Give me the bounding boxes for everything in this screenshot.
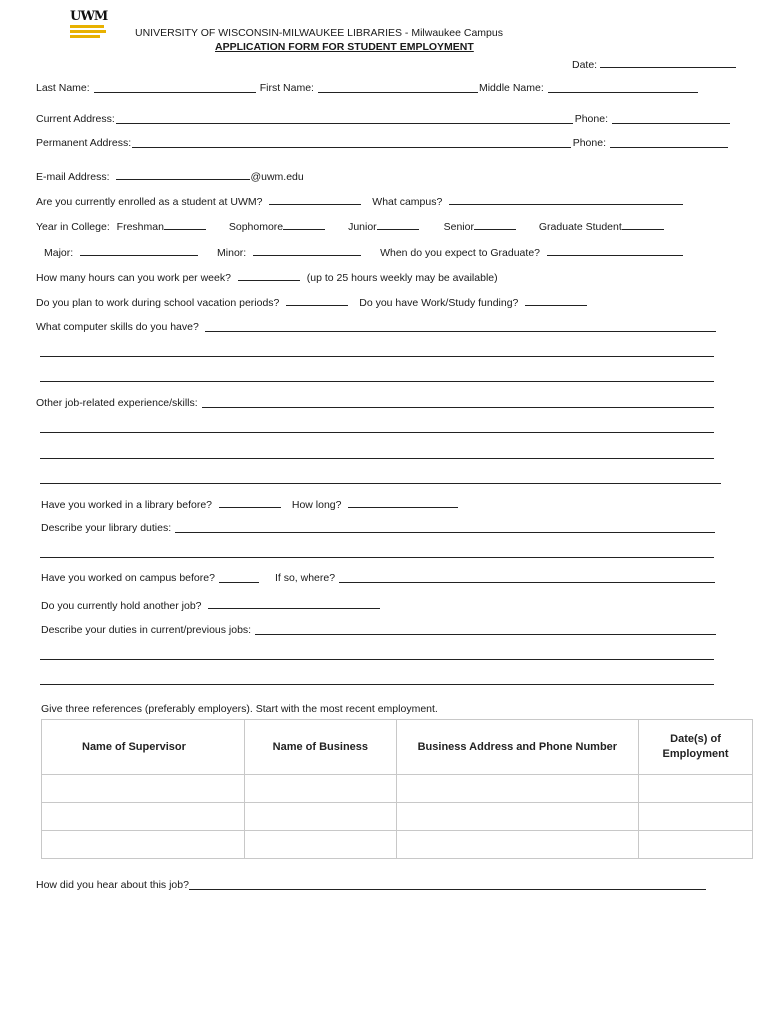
references-intro: Give three references (preferably employers). Start with the most recent employment. xyxy=(41,703,438,715)
table-row xyxy=(42,775,753,803)
library-duties-field[interactable] xyxy=(175,522,715,533)
hear-about-field[interactable] xyxy=(189,879,706,890)
campus-before-row xyxy=(41,572,717,584)
hours-note: (up to 25 hours weekly may be available) xyxy=(306,272,498,284)
other-experience-line[interactable] xyxy=(40,448,714,459)
sophomore-field[interactable] xyxy=(283,219,325,230)
vacation-row xyxy=(36,295,587,309)
last-name-label: Last Name: xyxy=(36,82,90,94)
reference-cell[interactable] xyxy=(42,803,245,831)
name-row xyxy=(36,82,716,94)
campus-field[interactable] xyxy=(449,194,683,205)
current-address-label: Current Address: xyxy=(36,113,115,125)
header-address-phone: Business Address and Phone Number xyxy=(396,720,638,775)
permanent-phone-field[interactable] xyxy=(610,137,728,148)
reference-cell[interactable] xyxy=(245,775,397,803)
campus-before-field[interactable] xyxy=(219,572,259,583)
graduate-when-label: When do you expect to Graduate? xyxy=(380,247,540,259)
reference-cell[interactable] xyxy=(639,775,753,803)
how-long-field[interactable] xyxy=(348,497,458,508)
year-label: Year in College: xyxy=(36,221,110,233)
current-address-row xyxy=(36,113,730,125)
uwm-logo xyxy=(70,11,108,38)
graduate-label: Graduate Student xyxy=(538,221,622,233)
duties-current-row xyxy=(41,624,718,636)
other-experience-line[interactable] xyxy=(40,422,714,433)
library-duties-row xyxy=(41,522,717,534)
other-experience-line[interactable] xyxy=(40,473,721,484)
computer-skills-line[interactable] xyxy=(40,346,714,357)
reference-cell[interactable] xyxy=(42,831,245,859)
first-name-field[interactable] xyxy=(318,82,478,93)
computer-skills-row xyxy=(36,321,718,333)
major-row xyxy=(44,245,683,259)
library-duties-line[interactable] xyxy=(40,547,714,558)
computer-skills-label: What computer skills do you have? xyxy=(36,321,199,333)
graduate-when-field[interactable] xyxy=(547,245,683,256)
institution-name: UNIVERSITY OF WISCONSIN-MILWAUKEE LIBRARIES - Milwaukee Campus xyxy=(135,27,503,39)
logo-stripe xyxy=(70,25,104,28)
permanent-address-label: Permanent Address: xyxy=(36,137,132,149)
logo-stripe xyxy=(70,30,106,33)
junior-field[interactable] xyxy=(377,219,419,230)
permanent-address-row xyxy=(36,137,728,149)
duties-current-line[interactable] xyxy=(40,649,714,660)
reference-cell[interactable] xyxy=(396,775,638,803)
duties-current-line[interactable] xyxy=(40,674,714,685)
date-field[interactable] xyxy=(572,57,736,71)
sophomore-label: Sophomore xyxy=(228,221,284,233)
hours-label: How many hours can you work per week? xyxy=(36,272,231,284)
another-job-label: Do you currently hold another job? xyxy=(41,600,202,612)
header-supervisor: Name of Supervisor xyxy=(42,720,245,775)
table-row xyxy=(42,803,753,831)
reference-cell[interactable] xyxy=(42,775,245,803)
email-field[interactable] xyxy=(116,169,250,180)
table-row xyxy=(42,831,753,859)
work-study-field[interactable] xyxy=(525,295,587,306)
duties-current-label: Describe your duties in current/previous jobs: xyxy=(41,624,252,636)
reference-cell[interactable] xyxy=(639,831,753,859)
reference-cell[interactable] xyxy=(245,803,397,831)
vacation-label: Do you plan to work during school vacation periods? xyxy=(36,297,280,309)
middle-name-field[interactable] xyxy=(548,82,698,93)
header-business: Name of Business xyxy=(245,720,397,775)
minor-label: Minor: xyxy=(217,247,247,259)
date-label: Date: xyxy=(572,59,598,71)
minor-field[interactable] xyxy=(253,245,361,256)
email-domain: @uwm.edu xyxy=(250,171,304,183)
other-experience-label: Other job-related experience/skills: xyxy=(36,397,198,409)
current-phone-field[interactable] xyxy=(612,113,730,124)
hours-row xyxy=(36,270,498,284)
library-duties-label: Describe your library duties: xyxy=(41,522,172,534)
if-so-where-label: If so, where? xyxy=(274,572,336,584)
other-experience-field[interactable] xyxy=(202,397,714,408)
reference-cell[interactable] xyxy=(396,831,638,859)
if-so-where-field[interactable] xyxy=(339,572,715,583)
other-experience-row xyxy=(36,397,716,409)
permanent-address-field[interactable] xyxy=(132,137,571,148)
duties-current-field[interactable] xyxy=(255,624,716,635)
hear-about-label: How did you hear about this job? xyxy=(36,879,189,891)
campus-before-label: Have you worked on campus before? xyxy=(41,572,215,584)
email-label: E-mail Address: xyxy=(36,171,110,183)
uwm-logo-text: UWM xyxy=(70,9,108,24)
enrolled-row xyxy=(36,194,683,208)
current-address-field[interactable] xyxy=(116,113,573,124)
graduate-field[interactable] xyxy=(622,219,664,230)
logo-stripe xyxy=(70,35,100,38)
year-row xyxy=(36,219,664,233)
library-before-field[interactable] xyxy=(219,497,281,508)
senior-label: Senior xyxy=(443,221,474,233)
computer-skills-line[interactable] xyxy=(40,371,714,382)
header-dates: Date(s) of Employment xyxy=(639,720,753,775)
hours-field[interactable] xyxy=(238,270,300,281)
last-name-field[interactable] xyxy=(94,82,256,93)
how-long-label: How long? xyxy=(291,499,342,511)
references-table xyxy=(41,719,753,859)
phone-label: Phone: xyxy=(572,137,606,149)
references-header-row xyxy=(42,720,753,775)
major-label: Major: xyxy=(44,247,74,259)
date-line[interactable] xyxy=(600,57,736,68)
phone-label: Phone: xyxy=(574,113,608,125)
work-study-label: Do you have Work/Study funding? xyxy=(359,297,519,309)
email-row xyxy=(36,169,304,183)
another-job-field[interactable] xyxy=(208,598,380,609)
enrolled-field[interactable] xyxy=(269,194,361,205)
freshman-label: Freshman xyxy=(116,221,164,233)
campus-label: What campus? xyxy=(372,196,443,208)
vacation-field[interactable] xyxy=(286,295,348,306)
junior-label: Junior xyxy=(348,221,377,233)
freshman-field[interactable] xyxy=(164,219,206,230)
another-job-row xyxy=(41,598,380,612)
middle-name-label: Middle Name: xyxy=(478,82,544,94)
major-field[interactable] xyxy=(80,245,198,256)
senior-field[interactable] xyxy=(474,219,516,230)
computer-skills-field[interactable] xyxy=(205,321,716,332)
library-before-label: Have you worked in a library before? xyxy=(41,499,213,511)
reference-cell[interactable] xyxy=(245,831,397,859)
first-name-label: First Name: xyxy=(259,82,314,94)
hear-about-row xyxy=(36,879,708,891)
form-title: APPLICATION FORM FOR STUDENT EMPLOYMENT xyxy=(215,41,474,53)
enrolled-label: Are you currently enrolled as a student at UWM? xyxy=(36,196,263,208)
reference-cell[interactable] xyxy=(639,803,753,831)
reference-cell[interactable] xyxy=(396,803,638,831)
library-before-row xyxy=(41,497,458,511)
